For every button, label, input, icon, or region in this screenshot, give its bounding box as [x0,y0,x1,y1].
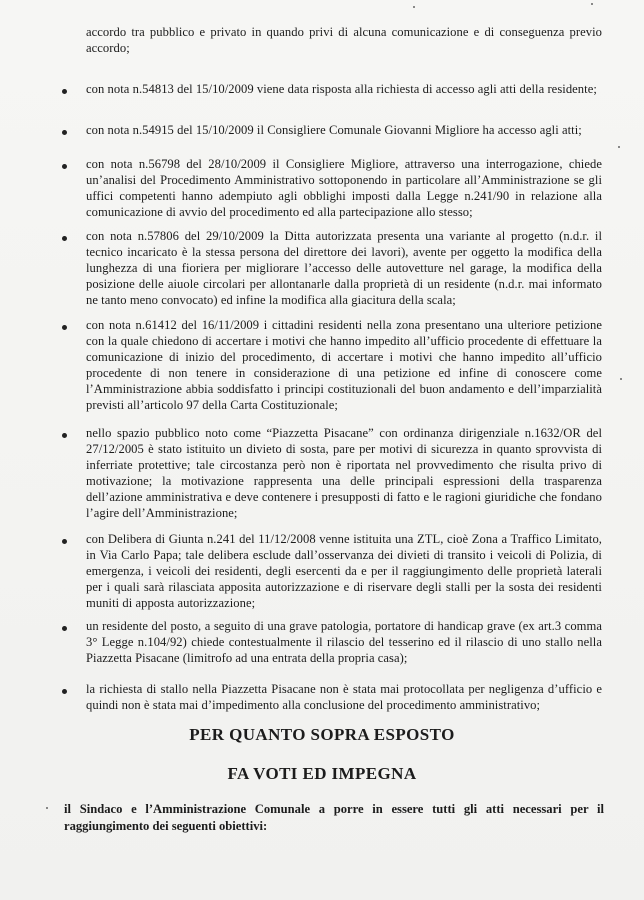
bullet-marker [62,325,67,330]
bullet-marker [62,164,67,169]
intro-continuation: accordo tra pubblico e privato in quando privi di alcuna comunicazione e di conseguenza previo accordo; [86,25,602,55]
list-item: con nota n.61412 del 16/11/2009 i cittadini residenti nella zona presentano una ulteriore petizione con la quale chiedono di accertare i motivi che hanno impedito all’ufficio procedente di effettuare la comunicazione di inizio del procedimento, di accertare i motivi che hanno impedito all’ufficio procedente di non tenere in considerazione di una petizione ed infine di conoscere come l’Amministrazione abbia soddisfatto i principi costituzionali del buon andamento e dell’imparzialità previsti all’articolo 97 della Carta Costituzionale; [86,318,602,412]
bullet-marker [62,539,67,544]
list-item: un residente del posto, a seguito di una grave patologia, portatore di handicap grave (ex art.3 comma 3° Legge n.104/92) chiede contestualmente il rilascio del tesserino ed il rilascio di uno stallo nella Piazzetta Pisacane (limitrofo ad una entrata della propria casa); [86,619,602,665]
list-item: nello spazio pubblico noto come “Piazzetta Pisacane” con ordinanza dirigenziale n.1632/OR del 27/12/2005 è stato istituito un divieto di sosta, pare per motivi di sicurezza in quanto sprovvista di inferriate protettive; tale circostanza però non è riportata nel provvedimento che risulta privo di motivazione; la motivazione rappresenta una delle principali espressioni della trasparenza dell’azione amministrativa e deve contenere i presupposti di fatto e le ragioni giuridiche che fondano l’agire dell’Amministrazione; [86,426,602,520]
list-item: con nota n.56798 del 28/10/2009 il Consigliere Migliore, attraverso una interrogazione, chiede un’analisi del Procedimento Amministrativo sottoponendo in particolare all’Amministrazione se gli uffici competenti hanno adempiuto agli obblighi imposti dalla Legge n.241/90 in relazione alla comunicazione di avvio del procedimento ed alla partecipazione allo stesso; [86,157,602,219]
scan-speck [620,378,622,380]
scan-speck [591,3,593,5]
scan-speck [46,807,48,809]
section-heading: PER QUANTO SOPRA ESPOSTO [189,725,455,744]
list-item: con nota n.54915 del 15/10/2009 il Consigliere Comunale Giovanni Migliore ha accesso agli atti; [86,123,582,137]
bullet-marker [62,130,67,135]
closing-paragraph: il Sindaco e l’Amministrazione Comunale a porre in essere tutti gli atti necessari per il raggiungimento dei seguenti obiettivi: [64,802,604,833]
list-item: con nota n.54813 del 15/10/2009 viene data risposta alla richiesta di accesso agli atti della residente; [86,82,597,96]
bullet-marker [62,689,67,694]
scan-speck [413,6,415,8]
bullet-marker [62,433,67,438]
list-item: con nota n.57806 del 29/10/2009 la Ditta autorizzata presenta una variante al progetto (n.d.r. il tecnico incaricato è la stessa persona del direttore dei lavori), avente per oggetto la modifica della lunghezza di una fioriera per migliorare l’accesso delle autovetture nel garage, la modifica della posizione delle aiuole circolari per allontanarle dalla proprietà di un residente (n.d.r. mai informato ne tanto meno convocato) ed infine la modifica alla giacitura della scala; [86,229,602,307]
list-item: la richiesta di stallo nella Piazzetta Pisacane non è stata mai protocollata per negligenza d’ufficio e quindi non è stata mai d’impedimento alla conclusione del procedimento amministrativo; [86,682,602,712]
section-heading: FA VOTI ED IMPEGNA [227,764,417,783]
bullet-marker [62,89,67,94]
bullet-marker [62,626,67,631]
list-item: con Delibera di Giunta n.241 del 11/12/2008 venne istituita una ZTL, cioè Zona a Traffico Limitato, in Via Carlo Papa; tale delibera esclude dall’osservanza dei divieti di transito i veicoli di Polizia, di emergenza, i veicoli dei residenti, degli esercenti da e per il raggiungimento delle proprietà laterali per i quali sarà rilasciata apposita autorizzazione e di riservare degli stalli per la sosta dei residenti muniti di apposta autorizzazione; [86,532,602,610]
scan-speck [618,146,620,148]
bullet-marker [62,236,67,241]
